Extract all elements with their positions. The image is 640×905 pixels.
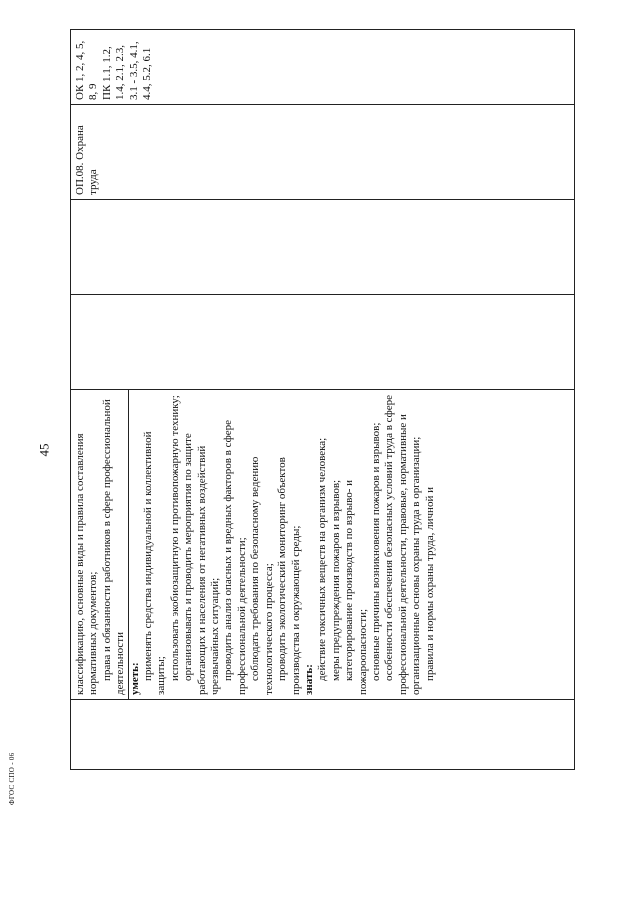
knowledge-item: действие токсичных веществ на организм человека; [316,437,329,681]
skill-item: организовывать и проводить мероприятия по защите работающих и населения от негативных воздействий чрезвычайных ситуаций; [182,433,222,695]
knowledge-item: правила и нормы охраны труда, личной и [423,487,436,681]
standards-table [70,29,575,770]
top-line-2: права и обязанности работников в сфере профессиональной деятельности [100,399,127,695]
skill-item: использовать экобиозащитную и противопожарную технику; [168,395,181,681]
table-row [71,30,575,770]
knowledge-item: основные причины возникновения пожаров и взрывов; [369,422,382,681]
skill-item: применять средства индивидуальной и коллективной защиты; [142,431,168,695]
rotated-page [70,30,575,770]
professional-competencies: ПК 1.1, 1.2, 1.4, 2.1, 2.3, 3.1 - 3.5, 4.1, 4.4, 5.2, 6.1 [100,41,154,100]
skill-item: соблюдать требования по безопасному ведению технологического процесса; [249,456,275,695]
top-line-1: классификацию, основные виды и правила составления нормативных документов; [74,433,100,695]
discipline-cell [71,105,575,200]
footer-code: ФГОС СПО - 06 [8,752,16,805]
knowledge-item: категорирование производств по взрыво- и пожароопасности; [343,479,369,695]
content-cell [71,390,575,700]
page-number: 45 [36,443,52,457]
index-cell [71,700,575,770]
hours-cell [71,295,575,390]
hours-cell [71,200,575,295]
skill-item: проводить экологический мониторинг объектов производства и окружающей среды; [276,457,302,695]
knowledge-heading: знать: [302,664,315,695]
knowledge-item: особенности обеспечения безопасных условий труда в сфере профессиональной деятельности, правовые, нормативные и организационные основы охраны труда в организации; [383,394,423,695]
knowledge-item: меры предупреждения пожаров и взрывов; [329,479,342,681]
discipline-name: ОП.08. Охрана труда [74,125,100,195]
competencies-cell [71,30,575,105]
general-competencies: ОК 1, 2, 4, 5, 8, 9 [74,40,100,100]
skills-heading: уметь: [128,662,141,695]
skill-item: проводить анализ опасных и вредных факторов в сфере профессиональной деятельности; [222,419,248,695]
